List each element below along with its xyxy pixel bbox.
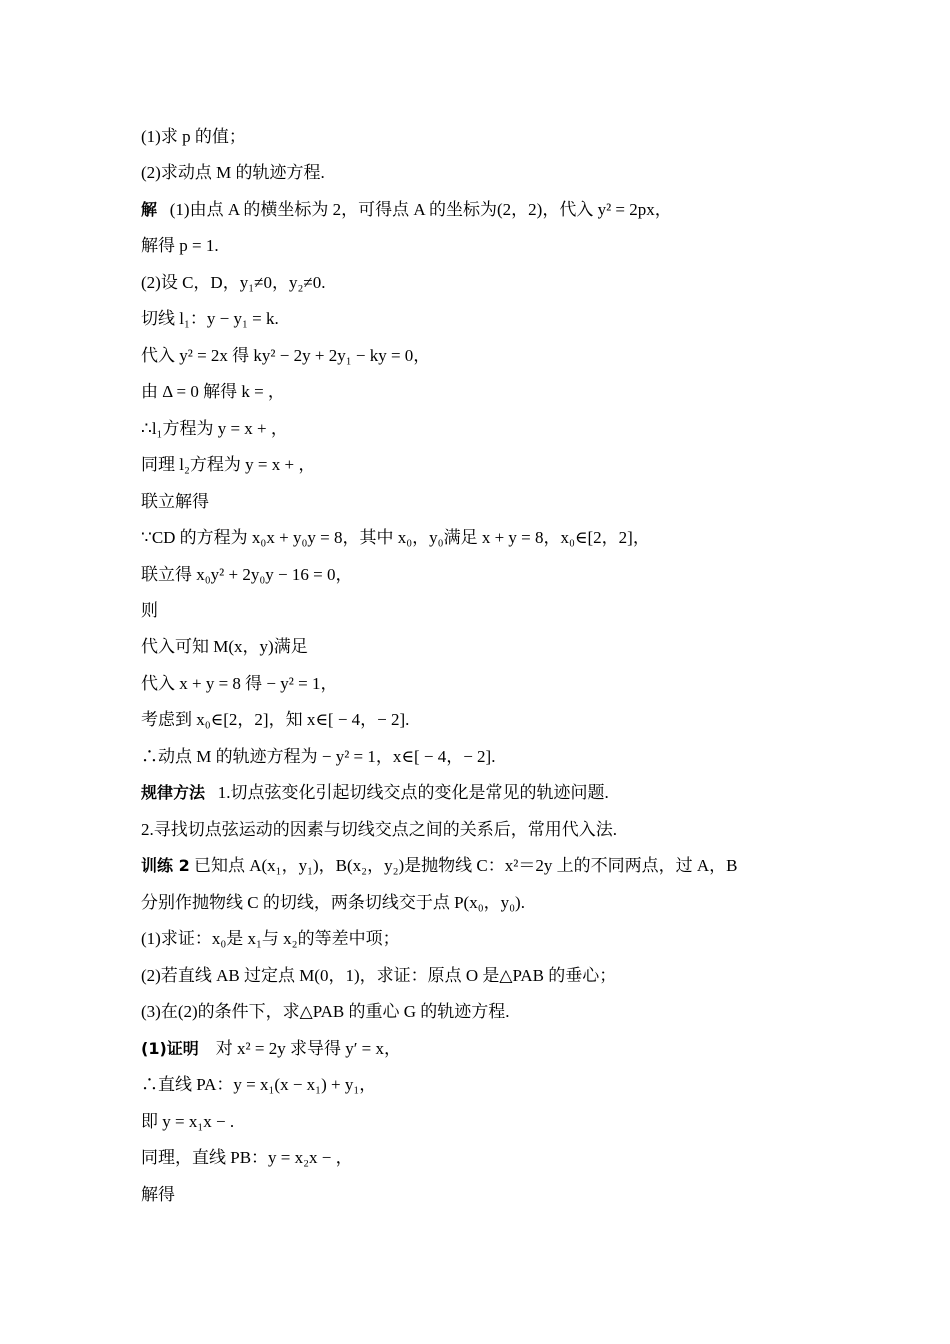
text-line: 由 Δ = 0 解得 k = ，	[141, 382, 285, 401]
text-line: 代入 y² = 2x 得 ky² − 2y + 2y₁ − ky = 0，	[141, 346, 431, 365]
solution-line	[141, 197, 841, 223]
text-line: ∵CD 的方程为 x₀x + y₀y = 8，其中 x₀，y₀满足 x + y = 8，x₀∈[2，2]，	[141, 528, 650, 547]
method-text: 1.切点弦变化引起切线交点的变化是常见的轨迹问题.	[217, 783, 609, 802]
text-line: (1)求证：x₀是 x₁与 x₂的等差中项；	[141, 929, 400, 948]
text-line: 代入 x + y = 8 得 − y² = 1，	[141, 674, 338, 693]
proof-line	[141, 1036, 841, 1062]
text-line: 分别作抛物线 C 的切线，两条切线交于点 P(x₀，y₀).	[141, 893, 525, 912]
text-line: (3)在(2)的条件下，求△PAB 的重心 G 的轨迹方程.	[141, 1002, 510, 1021]
text-line: 考虑到 x₀∈[2，2]，知 x∈[ − 4，− 2].	[141, 710, 410, 729]
text-line: (2)若直线 AB 过定点 M(0，1)，求证：原点 O 是△PAB 的垂心；	[141, 966, 617, 985]
solution-label: 解	[141, 200, 158, 219]
method-label: 规律方法	[141, 783, 206, 802]
text-line: (2)设 C，D，y₁≠0，y₂≠0.	[141, 273, 326, 292]
question-part-1: (1)求 p 的值；	[141, 127, 246, 146]
text-line: 同理 l₂方程为 y = x + ，	[141, 455, 316, 474]
proof-text: 对 x² = 2y 求导得 y′ = x，	[215, 1039, 402, 1058]
method-line-2: 2.寻找切点弦运动的因素与切线交点之间的关系后，常用代入法.	[141, 820, 617, 839]
text-line: 联立解得	[141, 492, 209, 511]
proof-label: (1)证明	[141, 1039, 199, 1058]
text-line: 则	[141, 601, 158, 620]
text-line: 代入可知 M(x，y)满足	[141, 637, 308, 656]
text-line: 联立得 x₀y² + 2y₀y − 16 = 0，	[141, 565, 353, 584]
text-line: 即 y = x₁x − .	[141, 1112, 235, 1131]
question-part-2: (2)求动点 M 的轨迹方程.	[141, 163, 325, 182]
exercise-text: 已知点 A(x₁，y₁)，B(x₂，y₂)是抛物线 C：x²＝2y 上的不同两点，过 A，B	[193, 856, 738, 875]
text-line: ∴l₁方程为 y = x + ，	[141, 419, 288, 438]
exercise-line	[141, 853, 841, 879]
text-line: ∴动点 M 的轨迹方程为 − y² = 1，x∈[ − 4，− 2].	[141, 747, 496, 766]
text-line: 解得	[141, 1185, 175, 1204]
solution-text: (1)由点 A 的横坐标为 2，可得点 A 的坐标为(2，2)，代入 y² = 2px，	[169, 200, 672, 219]
text-line: 切线 l₁：y − y₁ = k.	[141, 309, 279, 328]
exercise-label: 训练 2	[141, 856, 190, 875]
method-line	[141, 780, 841, 806]
text-line: 同理，直线 PB：y = x₂x − ，	[141, 1148, 353, 1167]
text-line: 解得 p = 1.	[141, 236, 219, 255]
text-line: ∴直线 PA：y = x₁(x − x₁) + y₁，	[141, 1075, 377, 1094]
